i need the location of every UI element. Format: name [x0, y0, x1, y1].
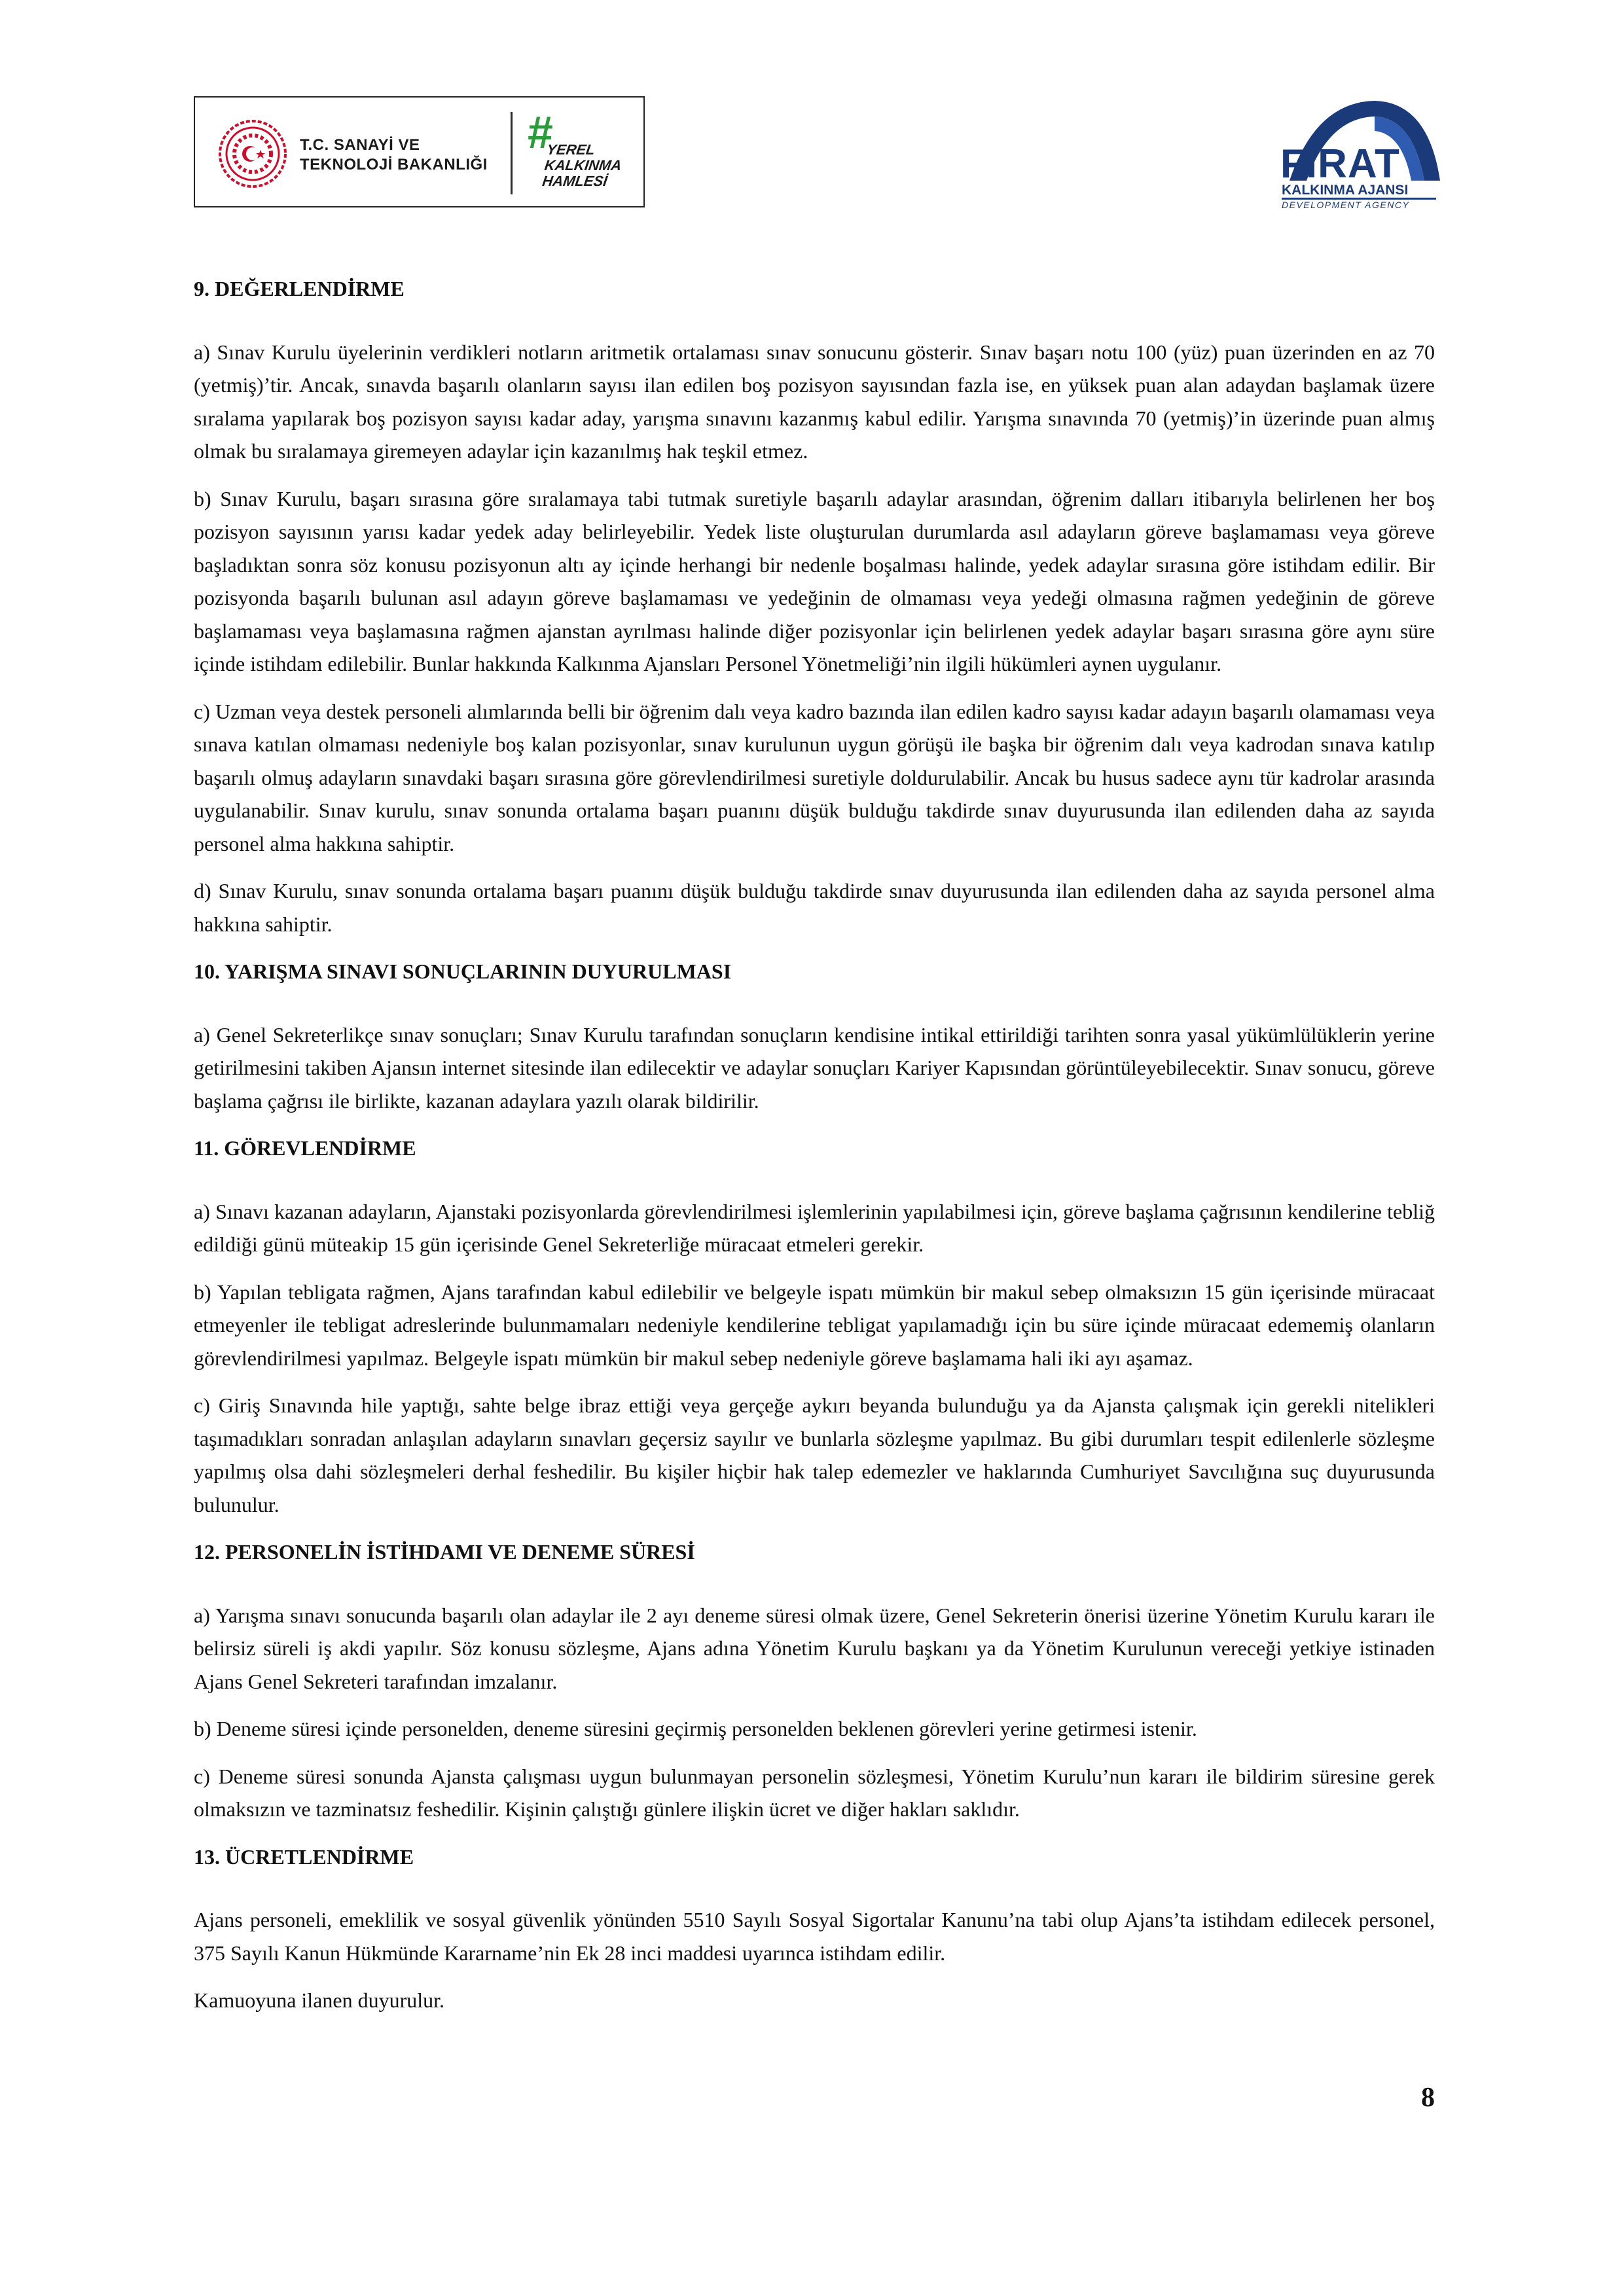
paragraph: c) Giriş Sınavında hile yaptığı, sahte belge ibraz ettiği veya gerçeğe aykırı beyanda bulunduğu ya da Ajansta çalışmak için gerekli nitelikleri taşımadıkları sonradan anlaşılan adayların sınavları geçersiz sayılır ve bunlarla sözleşme yapılmaz. Bu gibi durumları tespit edilenlerle sözleşme yapılmış olsa dahi sözleşmeleri derhal feshedilir. Bu kişiler hiçbir hak talep edemezler ve haklarında Cumhuriyet Savcılığına suç duyurusunda bulunulur.: [194, 1393, 1435, 1516]
ministry-seal-icon: [217, 118, 288, 189]
ministry-name-line: TEKNOLOJİ BAKANLIĞI: [300, 156, 488, 173]
paragraph: Ajans personeli, emeklilik ve sosyal güvenlik yönünden 5510 Sayılı Sosyal Sigortalar Kanunu’na tabi olup Ajans’ta istihdam edilecek personel, 375 Sayılı Kanun Hükmünde Kararname’nin Ek 28 inci maddesi uyarınca istihdam edilir.: [194, 1908, 1435, 1965]
paragraph: a) Genel Sekreterlikçe sınav sonuçları; Sınav Kurulu tarafından sonuçların kendisine intikal ettirildiği tarihten sonra yasal yükümlülüklerin yerine getirilmesini takiben Ajansın internet sitesinde ilan edilecektir ve adaylar sonuçları Kariyer Kapısından görüntüleyebilecektir. Sınav sonucu, göreve başlama çağrısı ile birlikte, kazanan adaylara yazılı olarak bildirilir.: [194, 1022, 1435, 1113]
closing-statement: Kamuoyuna ilanen duyurulur.: [194, 1988, 445, 2012]
page-number: 8: [1421, 2083, 1435, 2113]
paragraph: a) Sınav Kurulu üyelerinin verdikleri notların aritmetik ortalaması sınav sonucunu gösterir. Sınav başarı notu 100 (yüz) puan üzerinden en az 70 (yetmiş)’tir. Ancak, sınavda başarılı olanların sayısı ilan edilen boş pozisyon sayısından fazla ise, en yüksek puan alan adaydan başlamak üzere sıralama yapılarak boş pozisyon sayısı kadar aday, yarışma sınavını kazanmış kabul edilir. Yarışma sınavında 70 (yetmiş)’in üzerinde puan almış olmak bu sıralamaya giremeyen adaylar için kazanılmış hak teşkil etmez.: [194, 340, 1435, 463]
section-results-announcement: [194, 955, 1435, 1117]
campaign-name-line: HAMLESİ: [541, 173, 609, 189]
ministry-name-line: T.C. SANAYİ VE: [300, 136, 420, 154]
paragraph: b) Sınav Kurulu, başarı sırasına göre sıralamaya tabi tutmak suretiyle başarılı adaylar arasından, öğrenim dalları itibarıyla belirlenen her boş pozisyon sayısının yarısı kadar yedek aday belirleyebilir. Yedek liste oluşturulan durumlarda asıl adayların göreve başlamaması veya göreve başladıktan sonra söz konusu pozisyonun altı ay içinde herhangi bir nedenle boşalması halinde, yedek adaylar sırasına göre istihdam edilir. Bir pozisyonda başarılı bulunan asıl adayın göreve başlamaması ve yedeğinin de olmaması veya yedeği olmasına rağmen yedeğinin de göreve başlamaması veya başlamasına rağmen ajanstan ayrılması halinde diğer pozisyonlar için belirlenen yedek adaylar başarı sırasına göre aynı süre içinde istihdam edilebilir. Bunlar hakkında Kalkınma Ajansları Personel Yönetmeliği’nin ilgili hükümleri aynen uygulanır.: [194, 486, 1435, 675]
paragraph: c) Deneme süresi sonunda Ajansta çalışması uygun bulunmayan personelin sözleşmesi, Yönetim Kurulu’nun kararı ile bildirim süresine gerek olmaksızın ve tazminatsız feshedilir. Kişinin çalıştığı günlere ilişkin ücret ve diğer hakları saklıdır.: [194, 1764, 1435, 1821]
section-heading: 12. PERSONELİN İSTİHDAMI VE DENEME SÜRESİ: [194, 1540, 695, 1564]
section-heading: 9. DEĞERLENDİRME: [194, 277, 405, 300]
paragraph: b) Yapılan tebligata rağmen, Ajans tarafından kabul edilebilir ve belgeyle ispatı mümkün bir makul sebep olmaksızın 15 gün içerisinde müracaat etmeyenler ile tebligat adreslerinde bulunmamaları nedeniyle kendilerine tebligat yapılamadığı için bu süre içinde müracaat edememiş olanların görevlendirilmesi yapılmaz. Belgeyle ispatı mümkün bir makul sebep nedeniyle göreve başlamama hali iki ayı aşamaz.: [194, 1280, 1435, 1370]
section-heading: 11. GÖREVLENDİRME: [194, 1136, 416, 1160]
campaign-name-line: KALKINMA: [543, 157, 623, 173]
paragraph: a) Sınavı kazanan adayların, Ajanstaki pozisyonlarda görevlendirilmesi işlemlerinin yapılabilmesi için, göreve başlama çağrısının kendilerine tebliğ edildiği günü müteakip 15 gün içerisinde Genel Sekreterliğe müracaat etmeleri gerekir.: [194, 1199, 1435, 1256]
paragraph: a) Yarışma sınavı sonucunda başarılı olan adaylar ile 2 ayı deneme süresi olmak üzere, Genel Sekreterin önerisi üzerine Yönetim Kurulu kararı ile belirsiz süreli iş akdi yapılır. Söz konusu sözleşme, Ajans adına Yönetim Kurulu başkanı ya da Yönetim Kurulunun vereceği yetkiye istinaden Ajans Genel Sekreteri tarafından imzalanır.: [194, 1603, 1435, 1693]
agency-subtitle: KALKINMA AJANSI: [1282, 183, 1409, 198]
agency-name: FIRAT: [1280, 141, 1400, 187]
document-body: [194, 272, 1435, 2017]
section-evaluation: [194, 272, 1435, 941]
logo-divider: [511, 112, 513, 194]
paragraph: c) Uzman veya destek personeli alımlarında belli bir öğrenim dalı veya kadro bazında ilan edilen kadro sayısı kadar adayın başarılı olamaması veya sınava katılan olmaması nedeniyle boş kalan pozisyonlar, sınav kurulunun uygun görüşü ile başka bir öğrenim dalı veya kadrodan sınava katılıp başarılı olmuş adayların sınavdaki başarı sırasına göre görevlendirilmesi suretiyle doldurulabilir. Ancak bu husus sadece aynı tür kadrolar arasında uygulanabilir. Sınav kurulu, sınav sonunda ortalama başarı puanını düşük bulduğu takdirde sınav duyurusunda ilan edilenden daha az sayıda personel alma hakkına sahiptir.: [194, 699, 1435, 855]
paragraph: b) Deneme süresi içinde personelden, deneme süresini geçirmiş personelden beklenen görevleri yerine getirmesi istenir.: [194, 1717, 1197, 1740]
section-assignment: [194, 1132, 1435, 1521]
section-heading: 13. ÜCRETLENDİRME: [194, 1844, 414, 1869]
section-heading: 10. YARIŞMA SINAVI SONUÇLARININ DUYURULMASI: [194, 960, 732, 983]
ministry-name: [300, 135, 488, 175]
hashtag-icon: #: [528, 107, 553, 158]
agency-logo: [1276, 97, 1441, 215]
campaign-name: [541, 142, 624, 189]
section-compensation: [194, 1840, 1435, 2017]
section-employment-probation: [194, 1535, 1435, 1826]
campaign-name-line: YEREL: [545, 141, 596, 158]
paragraph: d) Sınav Kurulu, sınav sonunda ortalama başarı puanını düşük bulduğu takdirde sınav duyurusunda ilan edilenden daha az sayıda personel alma hakkına sahiptir.: [194, 879, 1435, 936]
ministry-logo-box: [194, 96, 645, 207]
agency-subtitle-en: DEVELOPMENT AGENCY: [1282, 200, 1410, 210]
